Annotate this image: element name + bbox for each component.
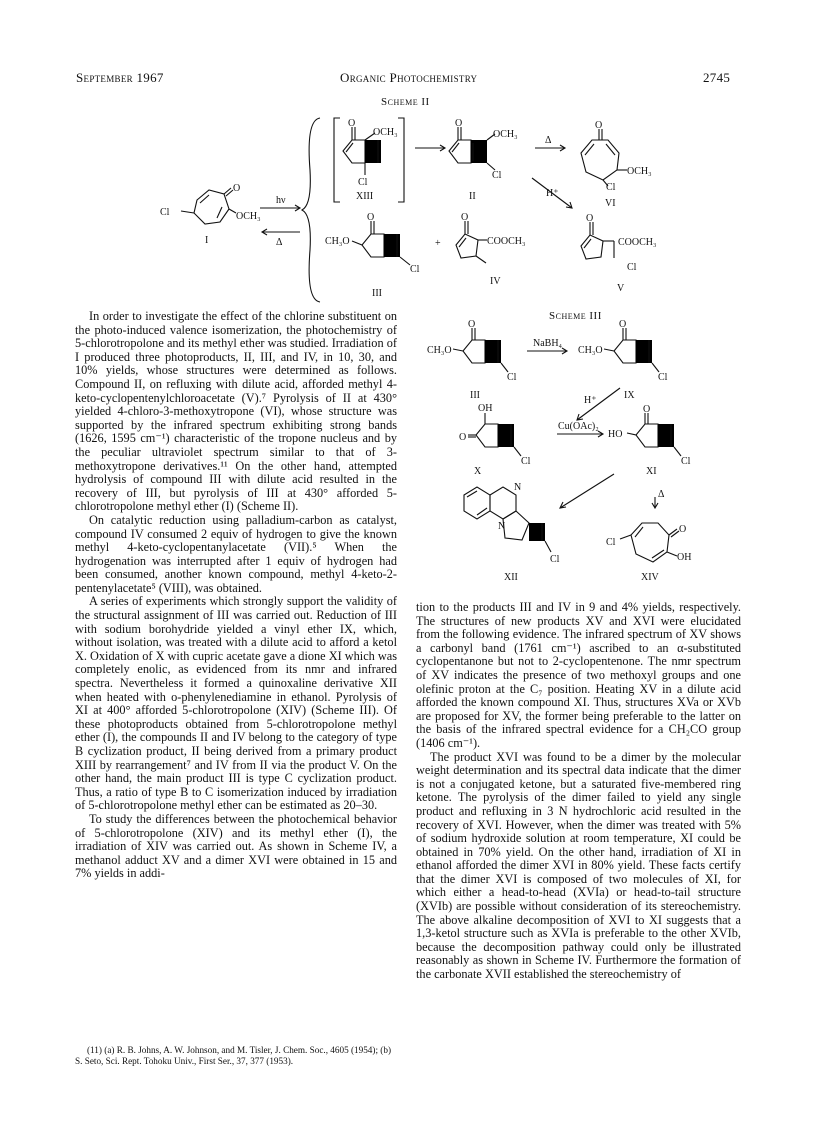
running-header-date: September 1967 [76, 70, 164, 85]
label-compound-XIV: XIV [641, 572, 659, 583]
footnote-11: (11) (a) R. B. Johns, A. W. Johnson, and M. Tisler, J. Chem. Soc., 4605 (1954); (b) S. Seto, Sci. Rept. Tohoku Univ., First Ser., 37, 377 (1953). [75, 1045, 392, 1066]
label-cooch3: COOCH₃ [618, 237, 657, 248]
label-o: O [586, 213, 594, 224]
label-och3: OCH₃ [493, 129, 518, 140]
paragraph: The product XVI was found to be a dimer by the molecular weight determination and its spectral data indicate that the dimer is not a conjugated ketone, but a saturated five-membered ring ketone. The pyrolysis of the dimer failed to yield any single product and refluxing in 3 N hydrochloric acid resulted in the recovery of XVI. However, when the dimer was treated with 5% of sodium hydroxide solution at room temperature, XI could be obtained in 70% yield. On the other hand, irradiation of XI in ethanol afforded the dimer XVI in 80% yield. These facts certify that the dimer XVI is composed of two molecules of XI, for which either a head-to-head (XVIa) or head-to-tail structure (XVIb) are possible without consideration of its stereochemistry. The above alkaline decomposition of XVI to XI suggests that a 1,3-ketol structure such as XVIa is preferable to the other XVIb, because the decomposition pathway could only be illustrated reasonably as shown in Scheme IV. Furthermore the formation of the carbonate XVII established the stereochemistry of [416, 749, 741, 982]
label-compound-XII: XII [504, 572, 518, 583]
compound-X-structure [459, 403, 531, 477]
label-o: O [459, 432, 467, 443]
label-plus: + [435, 238, 441, 249]
compound-XI-structure [608, 404, 691, 477]
compound-XIII-structure [343, 118, 398, 202]
compound-IX-structure [578, 319, 668, 401]
label-cl: Cl [160, 207, 170, 218]
label-compound-II: II [469, 191, 476, 202]
footnote [75, 1045, 397, 1067]
label-compound-III: III [470, 390, 480, 401]
scheme3-arrows [527, 338, 665, 508]
label-ho: HO [608, 429, 623, 440]
label-o: O [461, 212, 469, 223]
label-compound-XIII: XIII [356, 191, 374, 202]
label-o: O [679, 524, 687, 535]
label-och3: OCH₃ [627, 166, 652, 177]
label-ch3o: CH₃O [578, 345, 603, 356]
label-oh: OH [677, 552, 692, 563]
label-compound-VI: VI [605, 198, 616, 209]
compound-V-structure [581, 213, 657, 294]
paragraph: To study the differences between the photochemical behavior of 5-chlorotropolone (XIV) and its methyl ether (I), the irradiation of XIV was carried out. As shown in Scheme IV, a methanol adduct XV and a dimer XVI were obtained in 15 and 7% yields in addi- [75, 811, 397, 881]
paragraph: In order to investigate the effect of the chlorine substituent on the photo-induced valence isomerization, the photochemistry of 5-chlorotropolone and its methyl ether was studied. Irradiation of I produced three photoproducts, II, III, and IV, in 10, 30, and 10% yields, whose structures were determined as follows. Compound II, on refluxing with dilute acid, afforded methyl 4-keto-cyclopentenylchloroacetate (V).⁷ Pyrolysis of II at 430° yielded 4-chloro-3-methoxytropone (VI), whose structure was supported by the infrared spectrum exhibiting strong bands (1626, 1595 cm⁻¹) characteristic of the tropone nucleus and by the peculiar ultraviolet spectrum similar to that of 3-methoxytropone derivatives.¹¹ On the other hand, attempted hydrolysis of compound III with dilute acid resulted in the recovery of III, but pyrolysis of III at 430° afforded 5-chlorotropolone methyl ether (I) (Scheme II). [75, 309, 397, 514]
label-cl: Cl [627, 262, 637, 273]
label-cl: Cl [507, 372, 517, 383]
label-cl: Cl [606, 537, 616, 548]
label-o: O [468, 319, 476, 330]
label-cl: Cl [521, 456, 531, 467]
label-cuoac: Cu(OAc)₂ [558, 421, 599, 432]
s3-compound-III-structure [427, 319, 517, 401]
label-n: N [498, 521, 506, 532]
compound-III-structure [325, 212, 420, 299]
compound-XII-structure [464, 482, 560, 583]
paragraph: On catalytic reduction using palladium-carbon as catalyst, compound IV consumed 2 equiv of hydrogen to give the known methyl 4-keto-cyclopentanylacetate (VII).⁵ When the hydrogenation was interrupted after 1 equiv of hydrogen had been consumed, another known compound, methyl 4-keto-2-pentenylacetate⁵ (VIII), was obtained. [75, 512, 397, 595]
label-n: N [514, 482, 522, 493]
label-o: O [233, 183, 241, 194]
label-o: O [455, 118, 463, 129]
compound-IV-structure [456, 212, 526, 287]
label-cl: Cl [358, 177, 368, 188]
label-delta-1: Δ [276, 237, 283, 248]
compound-VI-structure [581, 120, 652, 209]
label-hplus: H⁺ [584, 395, 597, 406]
label-compound-IV: IV [490, 276, 501, 287]
label-cl: Cl [658, 372, 668, 383]
right-column [416, 601, 741, 982]
label-nabh4: NaBH₄ [533, 338, 563, 349]
scheme-3-title: Scheme III [549, 310, 602, 322]
label-cl: Cl [681, 456, 691, 467]
label-o: O [595, 120, 603, 131]
label-cl: Cl [492, 170, 502, 181]
label-compound-XI: XI [646, 466, 657, 477]
scheme-2-title: Scheme II [381, 96, 430, 108]
paragraph: tion to the products III and IV in 9 and 4% yields, respectively. The structures of new products XV and XVI were elucidated from the following evidence. The infrared spectrum of XV shows a carbonyl band (1761 cm⁻¹) ascribed to an α-substituted cyclopentanone but not to 2-cyclopentenone. The nmr spectrum of XV indicates the presence of two methoxyl groups and one olefinic proton at the C₇ position. Heating XV in a dilute acid afforded the known compound XI. Thus, structures XVa or XVb are proposed for XV, the former being preferable to the latter on the basis of the infrared spectral evidence for a CH₂CO group (1406 cm⁻¹). [416, 600, 741, 750]
label-ch3o: CH₃O [427, 345, 452, 356]
page-number: 2745 [703, 70, 731, 85]
label-o: O [619, 319, 627, 330]
label-cl: Cl [606, 182, 616, 193]
label-cl: Cl [410, 264, 420, 275]
compound-II-structure [449, 118, 518, 202]
paragraph: A series of experiments which strongly support the validity of the structural assignment of III was carried out. Reduction of III with sodium borohydride yielded a vinyl ether IX, which, without isolation, was treated with a dilute acid to afford a ketol X. Oxidation of X with cupric acetate gave a dione XI which was completely enolic, as evidenced from its nmr and infrared spectra. Nevertheless it formed a quinoxaline derivative XII when heated with o-phenylenediamine in ethanol. Pyrolysis of XI at 400° afforded 5-chlorotropolone (XIV) (Scheme III). Of these photoproducts obtained from 5-chlorotropolone methyl ether (I), the compounds II and IV belong to the category of type B cyclization product, II being derived from a primary product XIII by rearrangement⁷ and IV from II via the product V. On the other hand, the main product III is type C cyclization product. Thus, a ratio of type B to C isomerization induced by irradiation of 5-chlorotropolone methyl ether can be estimated as 20–30. [75, 594, 398, 813]
label-delta: Δ [658, 489, 665, 500]
label-o: O [643, 404, 651, 415]
compound-I-structure [160, 183, 261, 246]
label-compound-X: X [474, 466, 482, 477]
left-column [75, 310, 397, 881]
label-compound-IX: IX [624, 390, 635, 401]
label-o: O [348, 118, 356, 129]
label-delta-2: Δ [545, 135, 552, 146]
label-hv: hν [276, 195, 286, 206]
label-och3: OCH₃ [236, 211, 261, 222]
label-hplus: H⁺ [546, 188, 559, 199]
label-compound-V: V [617, 283, 625, 294]
label-ch3o: CH₃O [325, 236, 350, 247]
label-och3: OCH₃ [373, 127, 398, 138]
compound-XIV-structure [606, 523, 691, 583]
label-compound-III: III [372, 288, 382, 299]
label-cl: Cl [550, 554, 560, 565]
label-oh: OH [478, 403, 493, 414]
label-o: O [367, 212, 375, 223]
running-header-journal: Organic Photochemistry [340, 70, 478, 85]
label-compound-I: I [205, 235, 209, 246]
label-cooch3: COOCH₃ [487, 236, 526, 247]
